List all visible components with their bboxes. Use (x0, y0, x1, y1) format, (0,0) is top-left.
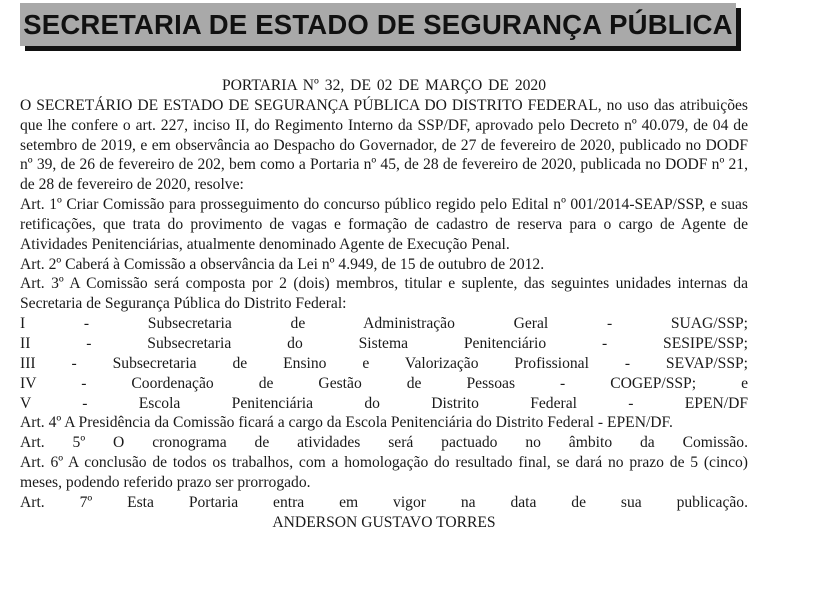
article-6: Art. 6º A conclusão de todos os trabalhos, com a homologação do resultado final, se dará no prazo de 5 (cinco) meses, podendo referido prazo ser prorrogado. (20, 454, 748, 491)
unit-item: V - Escola Penitenciária do Distrito Federal - EPEN/DF (20, 394, 748, 412)
article-7: Art. 7º Esta Portaria entra em vigor na data de sua publicação. (20, 493, 748, 511)
document-body (20, 76, 748, 532)
article-3: Art. 3º A Comissão será composta por 2 (dois) membros, titular e suplente, das seguintes unidades internas da Secretaria de Segurança Pública do Distrito Federal: (20, 275, 748, 313)
signature: ANDERSON GUSTAVO TORRES (272, 513, 496, 531)
article-1: Art. 1º Criar Comissão para prosseguimento do concurso público regido pelo Edital nº 001/2014-SEAP/SSP, e suas retificações, que trata do provimento de vagas e formação de cadastro de reserva para o cargo de Agente de Atividades Penitenciárias, atualmente denominado Agente de Execução Penal. (20, 196, 748, 253)
unit-item: III - Subsecretaria de Ensino e Valorização Profissional - SEVAP/SSP; (20, 354, 748, 372)
header-banner (20, 3, 736, 46)
article-2: Art. 2º Caberá à Comissão a observância da Lei nº 4.949, de 15 de outubro de 2012. (20, 255, 545, 273)
article-4: Art. 4º A Presidência da Comissão ficará a cargo da Escola Penitenciária do Distrito Federal - EPEN/DF. (20, 414, 673, 432)
header-title: SECRETARIA DE ESTADO DE SEGURANÇA PÚBLICA (23, 8, 733, 40)
unit-item: II - Subsecretaria do Sistema Penitenciário - SESIPE/SSP; (20, 334, 748, 352)
unit-item: I - Subsecretaria de Administração Geral - SUAG/SSP; (20, 315, 748, 333)
unit-item: IV - Coordenação de Gestão de Pessoas - COGEP/SSP; e (20, 374, 748, 392)
article-5: Art. 5º O cronograma de atividades será pactuado no âmbito da Comissão. (20, 434, 748, 452)
preamble-paragraph: O SECRETÁRIO DE ESTADO DE SEGURANÇA PÚBLICA DO DISTRITO FEDERAL, no uso das atribuições que lhe confere o art. 227, inciso II, do Regimento Interno da SSP/DF, aprovado pelo Decreto nº 40.079, de 04 de setembro de 2019, e em observância ao Despacho do Governador, de 27 de fevereiro de 2020, publicado no DODF nº 39, de 26 de fevereiro de 202, bem como a Portaria nº 45, de 28 de fevereiro de 2020, publicada no DODF nº 21, de 28 de fevereiro de 2020, resolve: (20, 96, 748, 194)
portaria-title: PORTARIA Nº 32, DE 02 DE MARÇO DE 2020 (221, 77, 547, 94)
